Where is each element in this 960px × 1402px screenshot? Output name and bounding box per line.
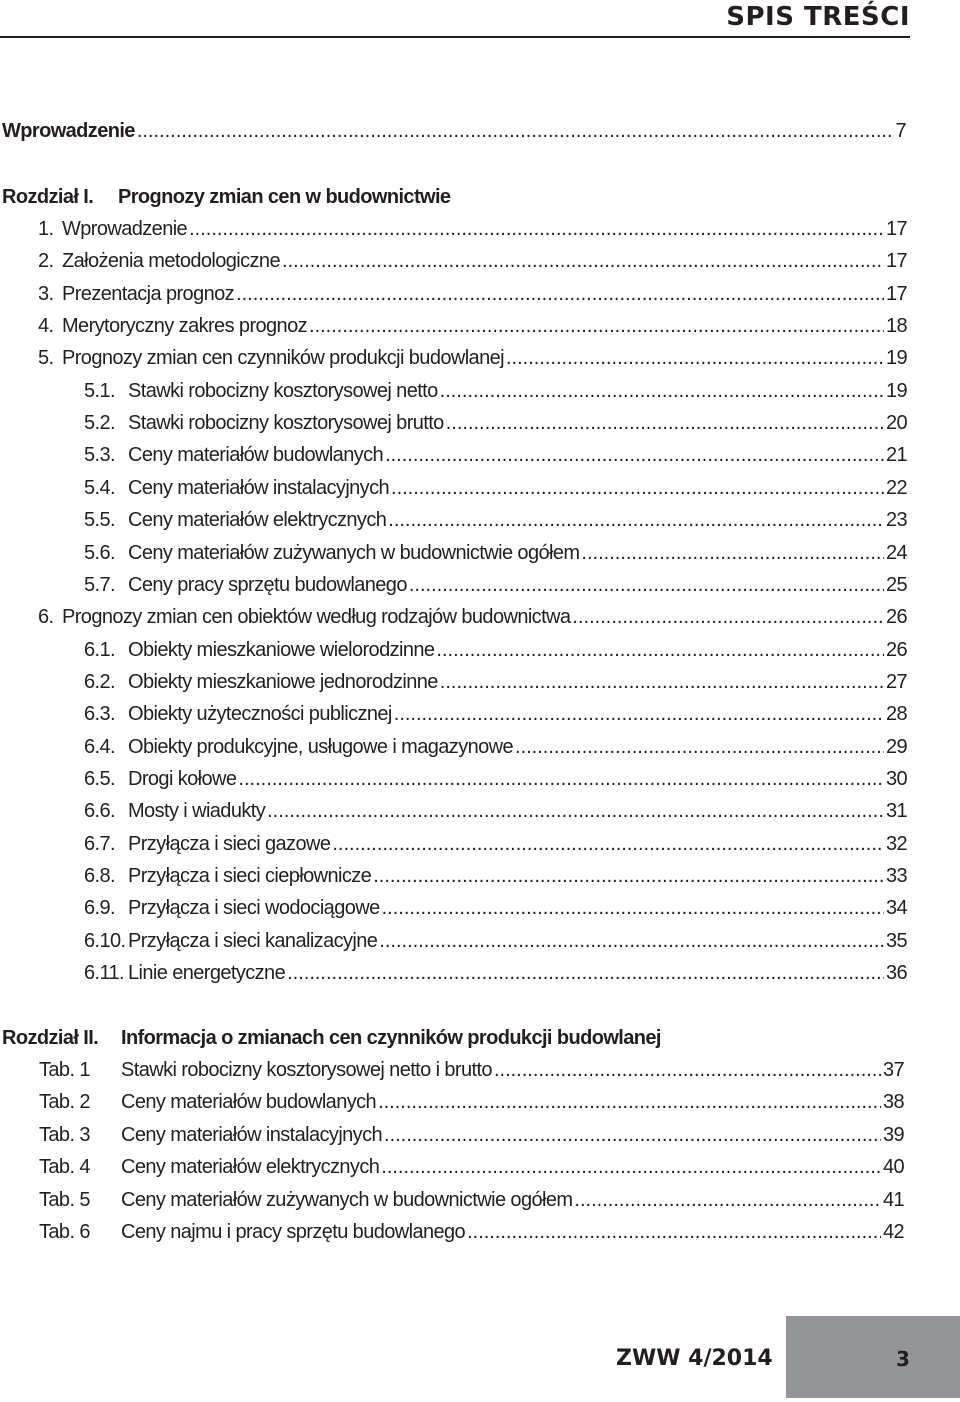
toc-entry-text: Obiekty produkcyjne, usługowe i magazynowe — [128, 736, 514, 758]
toc-entry-text: Obiekty mieszkaniowe wielorodzinne — [128, 639, 435, 661]
table-label: Tab. 5 — [39, 1189, 90, 1211]
toc-entry-text: Wprowadzenie — [62, 218, 188, 240]
toc-entry-text: Ceny materiałów instalacyjnych — [128, 477, 390, 499]
toc-entry-page: 17 — [885, 218, 907, 240]
leader-dots — [572, 602, 884, 632]
toc-entry-page: 36 — [885, 962, 907, 984]
toc-entry[interactable] — [38, 343, 907, 373]
toc-entry[interactable] — [84, 570, 907, 600]
toc-entry[interactable] — [84, 667, 907, 697]
toc-entry-page: 29 — [885, 736, 907, 758]
toc-entry-number: 6.11. — [84, 962, 124, 984]
leader-dots — [394, 699, 884, 729]
toc-entry[interactable] — [84, 764, 907, 794]
toc-entry-text: Przyłącza i sieci ciepłownicze — [128, 865, 372, 887]
toc-entry-page: 41 — [882, 1189, 904, 1211]
toc-table-entry[interactable] — [121, 1152, 904, 1182]
toc-entry[interactable] — [84, 376, 907, 406]
leader-dots — [282, 246, 884, 276]
toc-entry[interactable] — [84, 829, 907, 859]
toc-entry-page: 39 — [882, 1124, 904, 1146]
leader-dots — [287, 958, 884, 988]
toc-entry-page: 32 — [885, 833, 907, 855]
toc-entry-page: 26 — [885, 639, 907, 661]
toc-entry-text: Stawki robocizny kosztorysowej netto i brutto — [121, 1059, 492, 1081]
table-label: Tab. 3 — [39, 1124, 90, 1146]
toc-entry-page: 24 — [885, 542, 907, 564]
leader-dots — [236, 279, 884, 309]
toc-entry-page: 23 — [885, 509, 907, 531]
page-number: 3 — [896, 1347, 910, 1371]
toc-entry-number: 5.4. — [84, 477, 115, 499]
toc-entry-page: 25 — [885, 574, 907, 596]
toc-entry-page: 34 — [885, 897, 907, 919]
toc-entry[interactable] — [84, 505, 907, 535]
toc-entry-number: 2. — [38, 250, 54, 272]
leader-dots — [309, 311, 884, 341]
toc-entry-text: Założenia metodologiczne — [62, 250, 280, 272]
toc-entry-page: 27 — [885, 671, 907, 693]
toc-entry-page: 26 — [885, 606, 907, 628]
toc-entry-page: 21 — [885, 444, 907, 466]
leader-dots — [581, 538, 884, 568]
leader-dots — [379, 926, 884, 956]
toc-entry-number: 5.1. — [84, 380, 115, 402]
toc-entry-number: 5.2. — [84, 412, 115, 434]
toc-entry[interactable] — [38, 602, 907, 632]
toc-entry-page: 28 — [885, 703, 907, 725]
toc-entry-text: Stawki robocizny kosztorysowej netto — [128, 380, 438, 402]
table-label: Tab. 6 — [39, 1221, 90, 1243]
toc-entry-number: 6.10. — [84, 930, 126, 952]
toc-entry-page: 40 — [882, 1156, 904, 1178]
leader-dots — [388, 505, 884, 535]
toc-entry[interactable] — [84, 893, 907, 923]
leader-dots — [332, 829, 884, 859]
toc-entry-text: Ceny materiałów elektrycznych — [121, 1156, 380, 1178]
toc-entry-number: 6.1. — [84, 639, 115, 661]
leader-dots — [440, 667, 884, 697]
toc-entry-number: 6.5. — [84, 768, 115, 790]
toc-entry-number: 6.6. — [84, 800, 115, 822]
toc-entry-page: 42 — [882, 1221, 904, 1243]
leader-dots — [137, 116, 894, 146]
toc-entry-number: 6.9. — [84, 897, 115, 919]
toc-entry[interactable] — [84, 796, 907, 826]
toc-entry-page: 20 — [885, 412, 907, 434]
toc-entry-number: 5. — [38, 347, 54, 369]
toc-entry-number: 4. — [38, 315, 54, 337]
table-label: Tab. 1 — [39, 1059, 90, 1081]
table-label: Tab. 2 — [39, 1091, 90, 1113]
leader-dots — [378, 1087, 881, 1117]
toc-entry[interactable] — [84, 732, 907, 762]
toc-entry-text: Ceny materiałów zużywanych w budownictwie ogółem — [128, 542, 580, 564]
toc-entry-text: Mosty i wiadukty — [128, 800, 266, 822]
toc-entry[interactable] — [84, 699, 907, 729]
header-divider — [0, 36, 910, 38]
page-number-box — [786, 1316, 960, 1398]
toc-entry-number: 1. — [38, 218, 54, 240]
table-label: Tab. 4 — [39, 1156, 90, 1178]
leader-dots — [189, 214, 884, 244]
toc-entry-text: Ceny materiałów budowlanych — [128, 444, 384, 466]
leader-dots — [391, 473, 884, 503]
toc-entry-text: Prezentacja prognoz — [62, 283, 235, 305]
leader-dots — [238, 764, 884, 794]
toc-table-entry[interactable] — [121, 1087, 904, 1117]
toc-entry-text: Linie energetyczne — [128, 962, 286, 984]
toc-entry-page: 35 — [885, 930, 907, 952]
toc-entry-number: 6.2. — [84, 671, 115, 693]
leader-dots — [385, 440, 884, 470]
leader-dots — [436, 635, 884, 665]
toc-entry-page: 18 — [885, 315, 907, 337]
toc-entry[interactable] — [38, 246, 907, 276]
toc-table-entry[interactable] — [121, 1055, 904, 1085]
toc-entry-page: 37 — [882, 1059, 904, 1081]
toc-entry-page: 38 — [882, 1091, 904, 1113]
leader-dots — [381, 1152, 881, 1182]
toc-table-entry[interactable] — [121, 1185, 904, 1215]
toc-entry-text: Obiekty użyteczności publicznej — [128, 703, 392, 725]
toc-entry-text: Ceny pracy sprzętu budowlanego — [128, 574, 407, 596]
toc-entry-text: Wprowadzenie — [2, 120, 135, 142]
toc-entry-text: Ceny najmu i pracy sprzętu budowlanego — [121, 1221, 466, 1243]
toc-table-entry[interactable] — [121, 1120, 904, 1150]
toc-entry[interactable] — [84, 861, 907, 891]
chapter-label: Rozdział II. — [2, 1027, 99, 1049]
leader-dots — [515, 732, 884, 762]
toc-entry[interactable] — [84, 440, 907, 470]
toc-entry[interactable] — [84, 958, 907, 988]
toc-entry-number: 5.6. — [84, 542, 115, 564]
toc-entry[interactable] — [38, 279, 907, 309]
publication-label: ZWW 4/2014 — [616, 1346, 773, 1371]
toc-entry-text: Przyłącza i sieci wodociągowe — [128, 897, 380, 919]
chapter-label: Rozdział I. — [2, 186, 94, 208]
toc-entry-number: 6.3. — [84, 703, 115, 725]
toc-entry-number: 6.8. — [84, 865, 115, 887]
toc-entry[interactable] — [84, 538, 907, 568]
toc-entry-page: 19 — [885, 347, 907, 369]
toc-entry[interactable] — [38, 214, 907, 244]
leader-dots — [574, 1185, 881, 1215]
toc-entry-text: Drogi kołowe — [128, 768, 237, 790]
leader-dots — [267, 796, 884, 826]
toc-entry[interactable] — [84, 473, 907, 503]
toc-entry-text: Ceny materiałów budowlanych — [121, 1091, 377, 1113]
toc-entry-number: 6.7. — [84, 833, 115, 855]
chapter-title: Prognozy zmian cen w budownictwie — [118, 186, 451, 208]
toc-entry-text: Obiekty mieszkaniowe jednorodzinne — [128, 671, 438, 693]
leader-dots — [382, 893, 884, 923]
toc-entry-text: Merytoryczny zakres prognoz — [62, 315, 308, 337]
toc-entry-page: 19 — [885, 380, 907, 402]
toc-entry-number: 6. — [38, 606, 54, 628]
toc-entry-page: 22 — [885, 477, 907, 499]
toc-entry[interactable] — [84, 926, 907, 956]
leader-dots — [494, 1055, 881, 1085]
toc-entry-number: 3. — [38, 283, 54, 305]
toc-entry-page: 17 — [885, 250, 907, 272]
toc-entry-page: 33 — [885, 865, 907, 887]
toc-entry[interactable] — [38, 311, 907, 341]
leader-dots — [384, 1120, 881, 1150]
toc-entry-text: Prognozy zmian cen obiektów według rodzajów budownictwa — [62, 606, 571, 628]
toc-entry-text: Ceny materiałów elektrycznych — [128, 509, 387, 531]
chapter-title: Informacja o zmianach cen czynników produkcji budowlanej — [121, 1027, 661, 1049]
toc-entry-intro[interactable] — [2, 116, 906, 146]
toc-entry-number: 5.7. — [84, 574, 115, 596]
toc-entry-text: Przyłącza i sieci kanalizacyjne — [128, 930, 378, 952]
toc-entry-page: 17 — [885, 283, 907, 305]
toc-entry-text: Ceny materiałów instalacyjnych — [121, 1124, 383, 1146]
leader-dots — [446, 408, 884, 438]
toc-entry-text: Przyłącza i sieci gazowe — [128, 833, 331, 855]
leader-dots — [373, 861, 884, 891]
toc-entry[interactable] — [84, 408, 907, 438]
leader-dots — [467, 1217, 881, 1247]
toc-table-entry[interactable] — [121, 1217, 904, 1247]
toc-entry-number: 5.5. — [84, 509, 115, 531]
toc-entry-text: Stawki robocizny kosztorysowej brutto — [128, 412, 444, 434]
toc-entry-page: 30 — [885, 768, 907, 790]
page-title: SPIS TREŚCI — [726, 2, 910, 32]
toc-entry-page: 7 — [895, 120, 906, 142]
toc-entry-number: 6.4. — [84, 736, 115, 758]
toc-entry-page: 31 — [885, 800, 907, 822]
leader-dots — [409, 570, 884, 600]
leader-dots — [506, 343, 884, 373]
leader-dots — [440, 376, 884, 406]
toc-entry[interactable] — [84, 635, 907, 665]
toc-entry-text: Prognozy zmian cen czynników produkcji budowlanej — [62, 347, 504, 369]
toc-entry-text: Ceny materiałów zużywanych w budownictwie ogółem — [121, 1189, 573, 1211]
toc-entry-number: 5.3. — [84, 444, 115, 466]
